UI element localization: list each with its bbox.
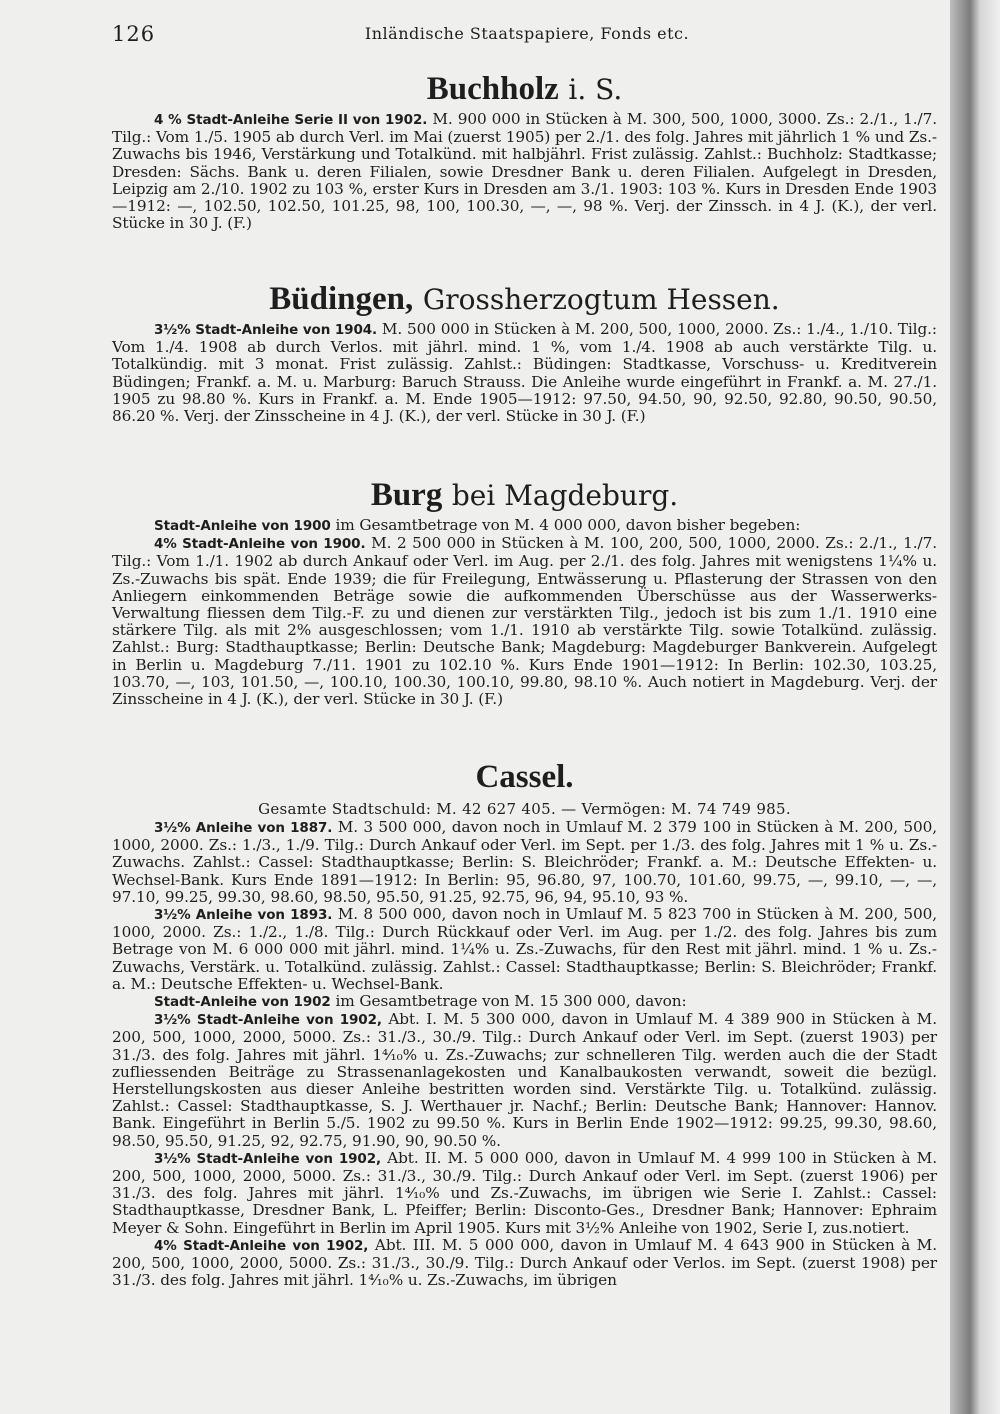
loan-entry — [112, 906, 937, 993]
section-heading — [112, 278, 937, 321]
loan-entry — [112, 993, 937, 1011]
section-cassel — [112, 756, 937, 1289]
loan-entry — [112, 517, 937, 535]
loan-text: Abt. I. M. 5 300 000, davon in Umlauf M. 4 389 900 in Stücken à M. 200, 500, 1000, 2000, 5000. Zs.: 31./3., 30./9. Tilg.: Durch Ankauf oder Verl. im Sept. (zuerst 1903) per 31./3. des folg. Jahres mit jährl. 1⁴⁄₁₀% u. Zs.-Zuwachs; zur schnelleren Tilg. werden auch die der Stadt zufliessenden Beiträge zu Strassenanlagekosten und Kanalbaukosten verwandt, soweit die bezügl. Herstellungskosten aus dieser Anleihe bestritten worden sind. Verstärkte Tilg. u. Totalkünd. zulässig. Zahlst.: Cassel: Stadthauptkasse, S. J. Werthauer jr. Nachf.; Berlin: Deutsche Bank; Hannover: Hannov. Bank. Eingeführt in Berlin 5./5. 1902 zu 99.50 %. Kurs in Berlin Ende 1902—1912: 99.25, 99.30, 98.60, 98.50, 95.50, 91.25, 92, 92.75, 91.90, 90, 90.50 %. — [112, 1010, 937, 1150]
loan-title: 4 % Stadt-Anleihe Serie II von 1902. — [154, 112, 428, 128]
loan-entry — [112, 1011, 937, 1150]
section-heading — [112, 756, 937, 799]
city-name: Buchholz — [426, 71, 559, 107]
city-qualifier: Grossherzogtum Hessen. — [422, 283, 780, 316]
loan-title: 4% Stadt-Anleihe von 1900. — [154, 536, 366, 553]
loan-title: 3½% Stadt-Anleihe von 1902, — [154, 1012, 382, 1029]
loan-text: M. 8 500 000, davon noch in Umlauf M. 5 823 700 in Stücken à M. 200, 500, 1000, 2000. Zs.: 1./2., 1./8. Tilg.: Durch Rückkauf oder Verl. im Aug. per 1./2. des folg. Jahres bis zum Betrage von M. 6 000 000 mit jährl. mind. 1¼% u. Zs.-Zuwachs, für den Rest mit jährl. mind. 1 % u. Zs.-Zuwachs, Verstärk. u. Totalkünd. zulässig. Zahlst.: Cassel: Stadthauptkasse; Berlin: S. Bleichröder; Frankf. a. M.: Deutsche Effekten- u. Wechsel-Bank. — [112, 905, 937, 993]
city-qualifier: bei Magdeburg. — [451, 479, 679, 512]
loan-entry — [112, 321, 937, 425]
loan-entry — [112, 111, 937, 232]
loan-title: Stadt-Anleihe von 1900 — [154, 518, 331, 534]
loan-entry — [112, 1237, 937, 1290]
running-title: Inländische Staatspapiere, Fonds etc. — [364, 24, 690, 43]
loan-entry — [112, 1150, 937, 1237]
city-qualifier: i. S. — [568, 73, 623, 106]
loan-text: M. 2 500 000 in Stücken à M. 100, 200, 500, 1000, 2000. Zs.: 2./1., 1./7. Tilg.: Vom 1./1. 1902 ab durch Ankauf oder Verl. im Aug. per 2./1. des folg. Jahres mit wenigstens 1¼% u. Zs.-Zuwachs bis spät. Ende 1939; die für Freilegung, Entwässerung u. Pflasterung der Strassen von den Anliegern einkommenden Beträge sowie die aufkommenden Überschüsse aus der Wasserwerks-Verwaltung fliessen dem Tilg.-F. zu und dienen zur verstärkten Tilg., jedoch ist bis zum 1./1. 1910 eine stärkere Tilg. als mit 2% ausgeschlossen; vom 1./1. 1910 ab verstärkte Tilg. sowie Totalkünd. zulässig. Zahlst.: Burg: Stadthauptkasse; Berlin: Deutsche Bank; Magdeburg: Magdeburger Bankverein. Aufgelegt in Berlin u. Magdeburg 7./11. 1901 zu 102.10 %. Kurs Ende 1901—1912: In Berlin: 102.30, 103.25, 103.70, —, 103, 101.50, —, 100.10, 100.30, 100.10, 99.80, 98.10 %. Auch notiert in Magdeburg. Verj. der Zinsscheine in 4 J. (K.), der verl. Stücke in 30 J. (F.) — [112, 534, 937, 709]
loan-text: M. 3 500 000, davon noch in Umlauf M. 2 379 100 in Stücken à M. 200, 500, 1000, 2000. Zs.: 1./3., 1./9. Tilg.: Durch Ankauf oder Verl. im Sept. per 1./3. des folg. Jahres mit 1 % u. Zs.-Zuwachs. Zahlst.: Cassel: Stadthauptkasse; Berlin: S. Bleichröder; Frankf. a. M.: Deutsche Effekten- u. Wechsel-Bank. Kurs Ende 1891—1912: In Berlin: 95, 96.80, 97, 100.70, 101.60, 99.75, —, 99.10, —, —, 97.10, 99.25, 99.30, 98.60, 98.50, 95.50, 91.25, 92.75, 96, 94, 95.10, 93 %. — [112, 818, 937, 906]
loan-text: M. 500 000 in Stücken à M. 200, 500, 1000, 2000. Zs.: 1./4., 1./10. Tilg.: Vom 1./4. 1908 ab durch Verlos. mit jährl. mind. 1 %, vom 1./4. 1908 ab auch verstärkte Tilg. u. Totalkündig. mit 3 monat. Frist zulässig. Zahlst.: Büdingen: Stadtkasse, Vorschuss- u. Kreditverein Büdingen; Frankf. a. M. u. Marburg: Baruch Strauss. Die Anleihe wurde eingeführt in Frankf. a. M. 27./1. 1905 zu 98.80 %. Kurs in Frankf. a. M. Ende 1905—1912: 97.50, 94.50, 90, 92.50, 92.80, 90.50, 90.50, 86.20 %. Verj. der Zinsscheine in 4 J. (K.), der verl. Stücke in 30 J. (F.) — [112, 320, 937, 426]
page-number: 126 — [112, 22, 156, 46]
loan-title: 3½% Stadt-Anleihe von 1904. — [154, 322, 378, 338]
loan-text: Abt. III. M. 5 000 000, davon in Umlauf M. 4 643 900 in Stücken à M. 200, 500, 1000, 2000, 5000. Zs.: 31./3., 30./9. Tilg.: Durch Ankauf oder Verlos. im Sept. (zuerst 1908) per 31./3. des folg. Jahres mit jährl. 1⁴⁄₁₀% u. Zs.-Zuwachs, im übrigen — [112, 1235, 937, 1290]
book-gutter — [950, 0, 1000, 1414]
city-name: Cassel. — [475, 759, 574, 795]
loan-title: 3½% Anleihe von 1893. — [154, 907, 333, 924]
loan-text: im Gesamtbetrage von M. 4 000 000, davon bisher begeben: — [330, 516, 801, 534]
loan-entry — [112, 819, 937, 906]
page-header — [112, 22, 942, 52]
loan-title: 4% Stadt-Anleihe von 1902, — [154, 1237, 369, 1254]
section-heading — [112, 474, 937, 517]
city-name: Büdingen, — [269, 281, 414, 317]
section-buedingen — [112, 278, 937, 425]
section-heading — [112, 68, 937, 111]
loan-entry — [112, 535, 937, 708]
section-burg — [112, 474, 937, 708]
loan-title: Stadt-Anleihe von 1902 — [154, 994, 331, 1011]
loan-title: 3½% Anleihe von 1887. — [154, 820, 333, 836]
loan-text: im Gesamtbetrage von M. 15 300 000, davon: — [330, 992, 687, 1011]
debt-summary: Gesamte Stadtschuld: M. 42 627 405. — Vermögen: M. 74 749 985. — [258, 800, 791, 818]
city-name: Burg — [370, 477, 443, 513]
section-buchholz — [112, 68, 937, 232]
loan-title: 3½% Stadt-Anleihe von 1902, — [154, 1150, 382, 1167]
loan-text: Abt. II. M. 5 000 000, davon in Umlauf M. 4 999 100 in Stücken à M. 200, 500, 1000, 2000, 5000. Zs.: 31./3., 30./9. Tilg.: Durch Ankauf oder Verl. im Sept. (zuerst 1906) per 31./3. des folg. Jahres mit jährl. 1⁴⁄₁₀% und Zs.-Zuwachs, im übrigen wie Serie I. Zahlst.: Cassel: Stadthauptkasse, Dresdner Bank, L. Pfeiffer; Berlin: Disconto-Ges., Dresdner Bank; Hannover: Ephraim Meyer & Sohn. Eingeführt in Berlin im April 1905. Kurs mit 3½% Anleihe von 1902, Serie I, zus.notiert. — [112, 1148, 937, 1237]
loan-text: M. 900 000 in Stücken à M. 300, 500, 1000, 3000. Zs.: 2./1., 1./7. Tilg.: Vom 1./5. 1905 ab durch Verl. im Mai (zuerst 1905) per 2./1. des folg. Jahres mit jährlich 1 % und Zs.-Zuwachs bis 1946, Verstärkung und Totalkünd. mit halbjährl. Frist zulässig. Zahlst.: Buchholz: Stadtkasse; Dresden: Sächs. Bank u. deren Filialen, sowie Dresdner Bank u. deren Filialen. Aufgelegt in Dresden, Leipzig am 2./10. 1902 zu 103 %, erster Kurs in Dresden am 3./1. 1903: 103 %. Kurs in Dresden Ende 1903—1912: —, 102.50, 102.50, 101.25, 98, 100, 100.30, —, —, 98 %. Verj. der Zinssch. in 4 J. (K.), der verl. Stücke in 30 J. (F.) — [112, 110, 937, 233]
